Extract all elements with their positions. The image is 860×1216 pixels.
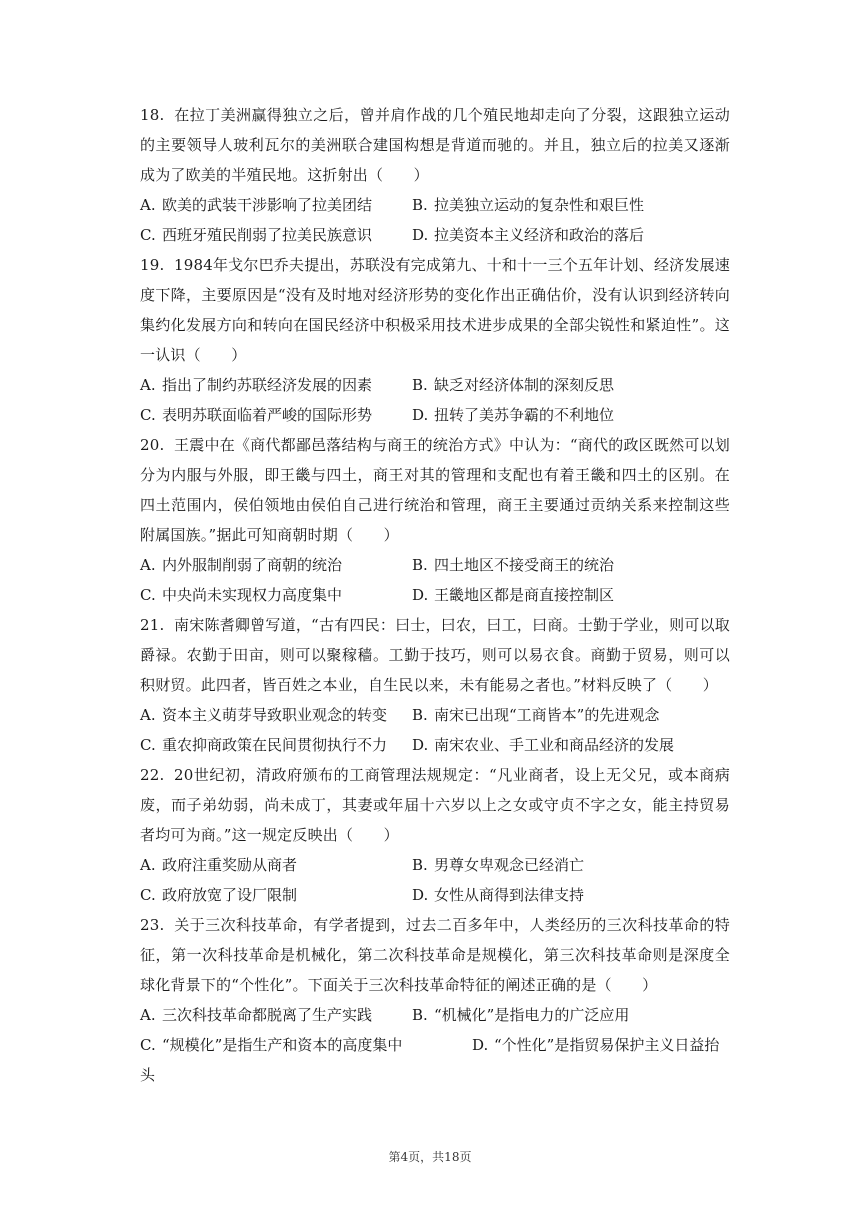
question-19 (140, 250, 730, 430)
question-number: 20. (140, 436, 165, 454)
question-stem (140, 610, 730, 700)
question-23 (140, 910, 730, 1090)
option-a[interactable]: A. 内外服制削弱了商朝的统治 (140, 556, 343, 574)
option-c[interactable]: C. 重农抑商政策在民间贯彻执行不力 (140, 736, 388, 754)
page-footer: 第4页，共18页 (388, 1150, 472, 1164)
option-a[interactable]: A. 资本主义萌芽导致职业观念的转变 (140, 706, 388, 724)
option-d[interactable]: D. 南宋农业、手工业和商品经济的发展 (412, 736, 675, 754)
option-d[interactable]: D. 扭转了美苏争霸的不利地位 (412, 406, 615, 424)
question-20 (140, 430, 730, 610)
option-d[interactable]: D. 女性从商得到法律支持 (412, 886, 585, 904)
option-b[interactable]: B. 男尊女卑观念已经消亡 (412, 856, 585, 874)
question-stem (140, 430, 730, 550)
option-a[interactable]: A. 政府注重奖励从商者 (140, 856, 298, 874)
option-b[interactable]: B. 四土地区不接受商王的统治 (412, 556, 615, 574)
question-text: 1984年戈尔巴乔夫提出，苏联没有完成第九、十和十一三个五年计划、经济发展速度下降，主要原因是“没有及时地对经济形势的变化作出正确估价，没有认识到经济转向集约化发展方向和转向在国民经济中积极采用技术进步成果的全部尖锐性和紧迫性”。这一认识（ ） (140, 256, 730, 364)
option-b[interactable]: B. 南宋已出现“工商皆本”的先进观念 (412, 706, 660, 724)
option-c[interactable]: C. 政府放宽了设厂限制 (140, 886, 298, 904)
question-list (140, 100, 730, 1090)
option-row-cd (140, 1030, 730, 1090)
question-stem (140, 910, 730, 1000)
question-stem (140, 760, 730, 850)
option-d[interactable]: D. “个性化”是指贸易保护主义日益抬头 (140, 1036, 720, 1084)
question-text: 王震中在《商代都鄙邑落结构与商王的统治方式》中认为：“商代的政区既然可以划分为内服与外服，即王畿与四土，商王对其的管理和支配也有着王畿和四土的区别。在四土范围内，侯伯领地由侯伯自己进行统治和管理，商王主要通过贡纳关系来控制这些附属国族。”据此可知商朝时期（ ） (140, 436, 730, 544)
option-a[interactable]: A. 三次科技革命都脱离了生产实践 (140, 1006, 373, 1024)
option-list (140, 550, 730, 610)
option-a[interactable]: A. 指出了制约苏联经济发展的因素 (140, 376, 373, 394)
option-b[interactable]: B. 拉美独立运动的复杂性和艰巨性 (412, 196, 645, 214)
option-a[interactable]: A. 欧美的武装干涉影响了拉美团结 (140, 196, 373, 214)
question-22 (140, 760, 730, 910)
question-text: 关于三次科技革命，有学者提到，过去二百多年中，人类经历的三次科技革命的特征，第一次科技革命是机械化，第二次科技革命是规模化，第三次科技革命则是深度全球化背景下的“个性化”。下面关于三次科技革命特征的阐述正确的是（ ） (140, 916, 730, 994)
option-b[interactable]: B. 缺乏对经济体制的深刻反思 (412, 376, 615, 394)
question-18 (140, 100, 730, 250)
question-stem (140, 100, 730, 190)
option-c[interactable]: C. “规模化”是指生产和资本的高度集中 (140, 1036, 403, 1054)
question-number: 23. (140, 916, 165, 934)
question-number: 19. (140, 256, 165, 274)
question-text: 南宋陈耆卿曾写道，“古有四民：曰士，曰农，曰工，曰商。士勤于学业，则可以取爵禄。农勤于田亩，则可以聚稼穑。工勤于技巧，则可以易衣食。商勤于贸易，则可以积财贸。此四者，皆百姓之本业，自生民以来，未有能易之者也。”材料反映了（ ） (140, 616, 730, 694)
question-number: 22. (140, 766, 165, 784)
option-c[interactable]: C. 中央尚未实现权力高度集中 (140, 586, 343, 604)
option-list (140, 850, 730, 910)
option-list (140, 370, 730, 430)
option-list (140, 1000, 730, 1090)
question-21 (140, 610, 730, 760)
option-c[interactable]: C. 西班牙殖民削弱了拉美民族意识 (140, 226, 373, 244)
question-text: 在拉丁美洲赢得独立之后，曾并肩作战的几个殖民地却走向了分裂，这跟独立运动的主要领导人玻利瓦尔的美洲联合建国构想是背道而驰的。并且，独立后的拉美又逐渐成为了欧美的半殖民地。这折射出（ ） (140, 106, 730, 184)
option-list (140, 190, 730, 250)
question-number: 18. (140, 106, 165, 124)
option-d[interactable]: D. 王畿地区都是商直接控制区 (412, 586, 615, 604)
option-list (140, 700, 730, 760)
option-c[interactable]: C. 表明苏联面临着严峻的国际形势 (140, 406, 373, 424)
option-d[interactable]: D. 拉美资本主义经济和政治的落后 (412, 226, 645, 244)
option-b[interactable]: B. “机械化”是指电力的广泛应用 (412, 1006, 630, 1024)
question-number: 21. (140, 616, 165, 634)
question-text: 20世纪初，清政府颁布的工商管理法规规定：“凡业商者，设上无父兄，或本商病废，而子弟幼弱，尚未成丁，其妻或年届十六岁以上之女或守贞不字之女，能主持贸易者均可为商。”这一规定反映出（ ） (140, 766, 730, 844)
question-stem (140, 250, 730, 370)
